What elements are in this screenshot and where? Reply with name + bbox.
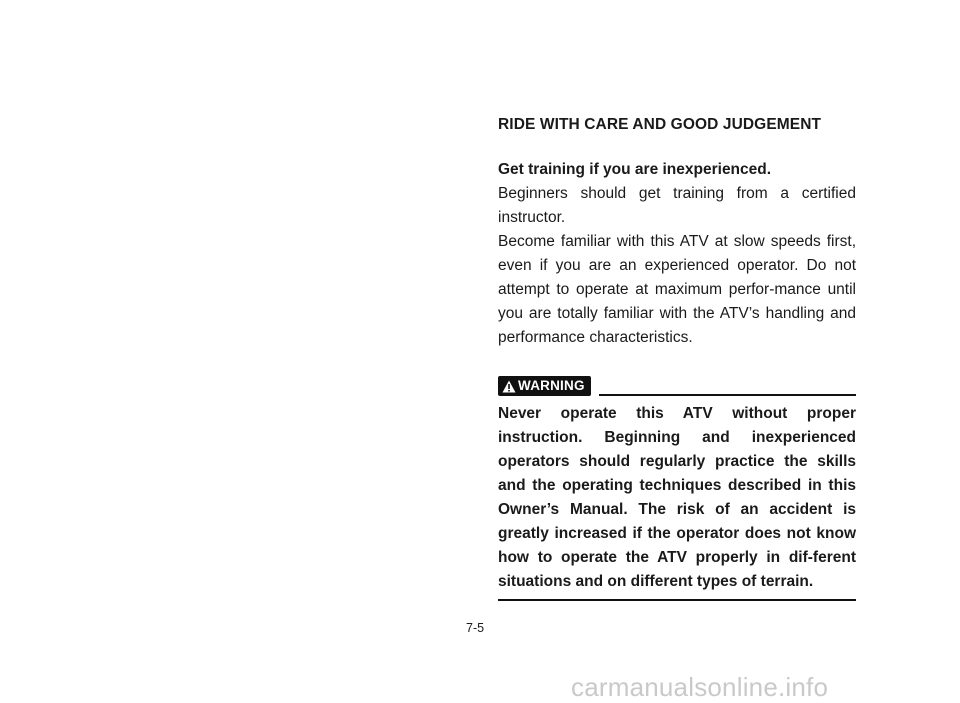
warning-text: Never operate this ATV without proper instruction. Beginning and inexperienced operators should regularly practice the skills and the operating techniques described in this Owner’s Manual. The risk of an accident is greatly increased if the operator does not know how to operate the ATV properly in dif-ferent situations and on different types of terrain. (498, 405, 856, 590)
warning-triangle-icon (502, 380, 516, 393)
manual-column (498, 113, 856, 601)
section-heading: RIDE WITH CARE AND GOOD JUDGEMENT (498, 116, 822, 133)
subheading: Get training if you are inexperienced. (498, 161, 772, 178)
page-number: 7-5 (466, 621, 485, 635)
paragraph-familiarity: Become familiar with this ATV at slow speeds first, even if you are an experienced operator. Do not attempt to operate at maximum perfor-mance until you are totally familiar with the ATV’s handling and performance characteristics. (498, 233, 856, 346)
watermark: carmanualsonline.info (571, 672, 829, 702)
warning-end-rule (498, 599, 856, 601)
warning-label: WARNING (518, 378, 585, 393)
warning-rule (599, 394, 856, 396)
paragraph-training: Beginners should get training from a certified instructor. (498, 185, 856, 226)
warning-header (498, 374, 856, 396)
warning-badge (498, 376, 591, 396)
